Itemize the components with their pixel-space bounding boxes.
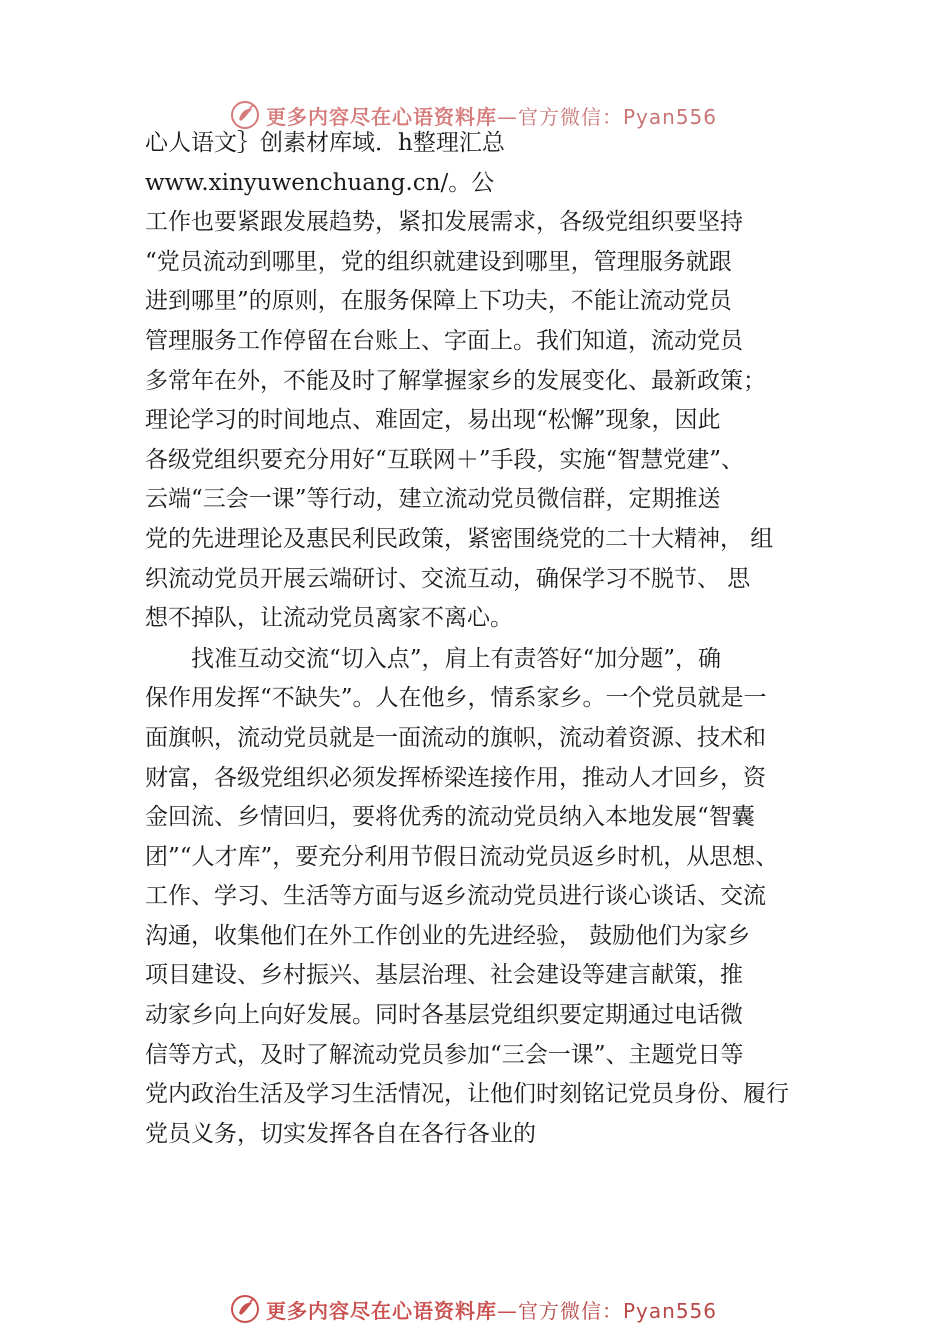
- paragraph-1: 心人语文｝创素材库域．h整理汇总www.xinyuwenchuang.cn/。公 工作也要紧跟发展趋势，紧扣发展需求，各级党组织要坚持 “党员流动到哪里，党的组织就建设到哪里，管理服务就跟 进到哪里”的原则，在服务保障上下功夫，不能让流动党员 管理服务工作停留在台账上、字面上。我们知道，流动党员 多常年在外，不能及时了解掌握家乡的发展变化、最新政策； 理论学习的时间地点、难固定，易出现“松懈”现象，因此 各级党组织要充分用好“互联网＋”手段，实施“智慧党建”、 云端“三会一课”等行动，建立流动党员微信群，定期推送 党的先进理论及惠民利民政策，紧密围绕党的二十大精神， 组 织流动党员开展云端研讨、交流互动，确保学习不脱节、 思 想不掉队，让流动党员离家不离心。: [145, 130, 774, 632]
- document-body: [145, 124, 825, 1154]
- watermark-brand: 更多内容尽在心语资料库: [266, 1298, 497, 1323]
- watermark-brand: 更多内容尽在心语资料库: [266, 104, 497, 129]
- watermark-separator: —: [497, 1298, 518, 1323]
- chili-pepper-logo-icon: [230, 1294, 260, 1324]
- watermark-separator: —: [497, 104, 518, 129]
- watermark-footer: [230, 1292, 717, 1326]
- watermark-suffix: 官方微信：Pyan556: [518, 104, 718, 129]
- paragraph-2: 找准互动交流“切入点”，肩上有责答好“加分题”，确 保作用发挥“不缺失”。人在他乡，情系家乡。一个党员就是一 面旗帜，流动党员就是一面流动的旗帜，流动着资源、技术和 财富，各级党组织必须发挥桥梁连接作用，推动人才回乡，资 金回流、乡情回归，要将优秀的流动党员纳入本地发展“智囊 团”“人才库”，要充分利用节假日流动党员返乡时机，从思想、 工作、学习、生活等方面与返乡流动党员进行谈心谈话、交流 沟通，收集他们在外工作创业的先进经验， 鼓励他们为家乡 项目建设、乡村振兴、基层治理、社会建设等建言献策，推 动家乡向上向好发展。同时各基层党组织要定期通过电话微 信等方式，及时了解流动党员参加“三会一课”、主题党日等 党内政治生活及学习生活情况，让他们时刻铭记党员身份、履行 党员义务，切实发挥各自在各行各业的: [145, 645, 789, 1147]
- watermark-suffix: 官方微信：Pyan556: [518, 1298, 718, 1323]
